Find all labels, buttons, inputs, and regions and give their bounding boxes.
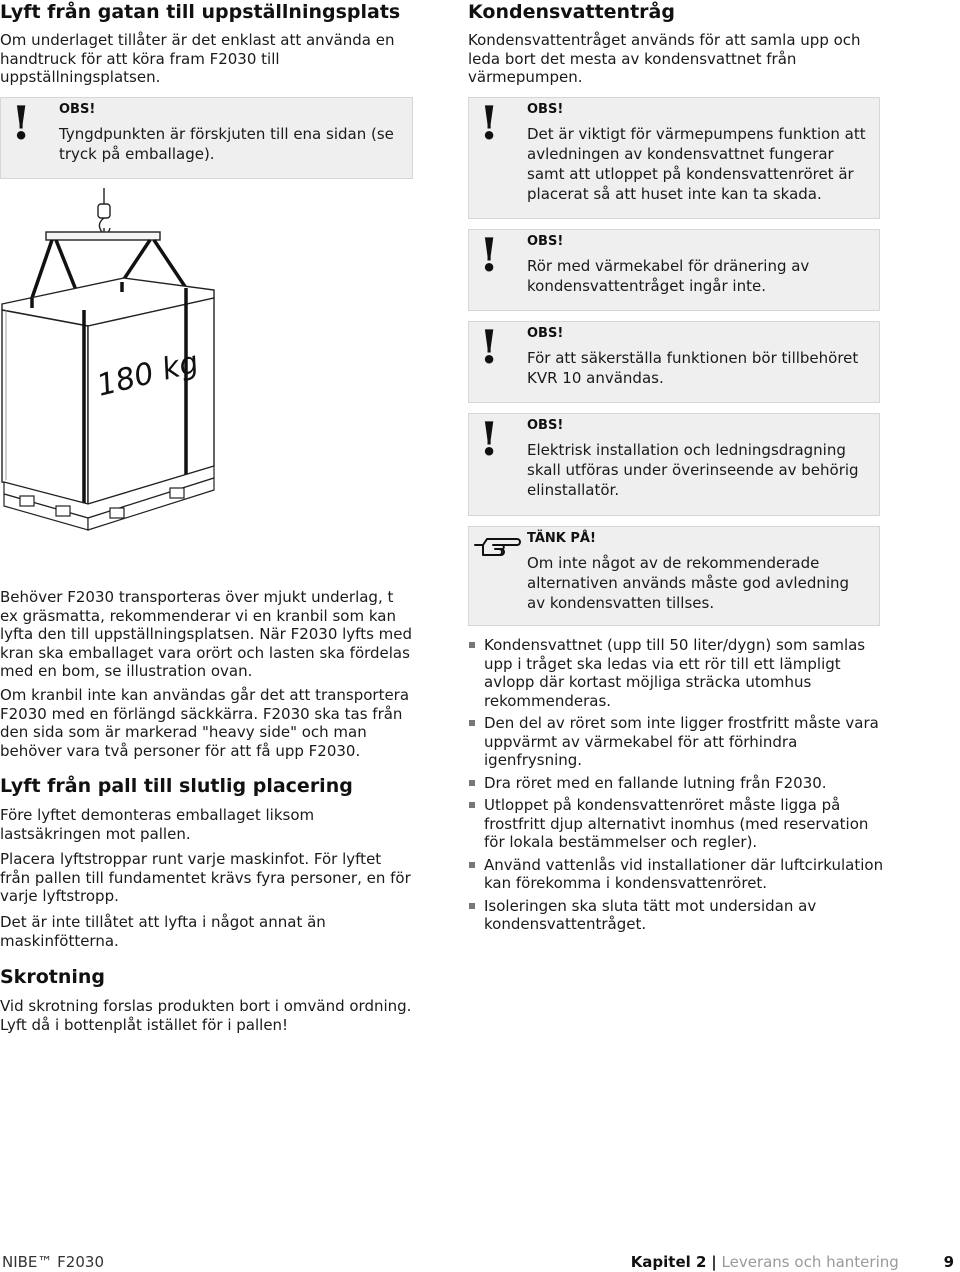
bullet-square-icon bbox=[469, 780, 475, 786]
exclamation-icon: ! bbox=[479, 320, 500, 374]
obs-text: Det är viktigt för värmepumpens funktion att avledningen av kondensvattnet fungerar samt att utloppet på kondensvattenröret är placerat så att huset inte kan ta skada. bbox=[527, 125, 866, 203]
list-item bbox=[468, 897, 888, 934]
intro-paragraph: Om underlaget tillåter är det enklast att använda en handtruck för att köra fram F2030 till uppställningsplatsen. bbox=[0, 31, 395, 86]
tip-text: Om inte något av de rekommenderade alternativen används måste god avledning av kondensvatten tillses. bbox=[527, 554, 850, 612]
obs-note-box bbox=[0, 97, 413, 179]
list-item-text: Utloppet på kondensvattenröret måste ligga på frostfritt djup alternativt inomhus (med reservation för lokala bestämmelser och regler). bbox=[484, 796, 869, 851]
obs-text: Rör med värmekabel för dränering av kondensvattentråget ingår inte. bbox=[527, 257, 810, 295]
bullet-square-icon bbox=[469, 862, 475, 868]
para-hand-truck: Om kranbil inte kan användas går det att transportera F2030 med en förlängd säckkärra. F2030 ska tas från den sida som är markerad "heavy side" och man behöver vara två personer för att få upp F2030. bbox=[0, 686, 410, 760]
bullet-square-icon bbox=[469, 720, 475, 726]
list-item-text: Isoleringen ska sluta tätt mot undersidan av kondensvattentråget. bbox=[484, 896, 817, 933]
list-item-text: Dra röret med en fallande lutning från F2030. bbox=[484, 773, 827, 792]
section-title-condensate: Kondensvattentråg bbox=[468, 1, 675, 23]
list-item bbox=[468, 636, 888, 710]
tip-title: TÄNK PÅ! bbox=[527, 531, 596, 546]
obs-title: OBS! bbox=[527, 418, 564, 433]
exclamation-icon: ! bbox=[11, 96, 32, 150]
list-item bbox=[468, 714, 888, 770]
exclamation-icon: ! bbox=[479, 412, 500, 466]
exclamation-icon: ! bbox=[479, 96, 500, 150]
footer-brand: NIBE™ F2030 bbox=[2, 1253, 104, 1271]
bullet-square-icon bbox=[469, 802, 475, 808]
section-title-lift-street: Lyft från gatan till uppställningsplats bbox=[0, 1, 401, 23]
bullet-square-icon bbox=[469, 642, 475, 648]
obs-note-4 bbox=[468, 413, 880, 516]
obs-title: OBS! bbox=[527, 326, 564, 341]
page-number: 9 bbox=[943, 1253, 954, 1271]
obs-title: OBS! bbox=[527, 102, 564, 117]
obs-title: OBS! bbox=[527, 234, 564, 249]
obs-note-2 bbox=[468, 229, 880, 311]
obs-title: OBS! bbox=[59, 102, 96, 117]
para-straps: Placera lyftstroppar runt varje maskinfot. För lyftet från pallen till fundamentet krävs fyra personer, en för varje lyftstropp. bbox=[0, 850, 411, 905]
para-feet: Det är inte tillåtet att lyfta i något annat än maskinfötterna. bbox=[0, 913, 326, 950]
list-item-text: Använd vattenlås vid installationer där luftcirkulation kan förekomma i kondensvattenröret. bbox=[484, 855, 884, 892]
obs-text: Tyngdpunkten är förskjuten till ena sidan (se tryck på emballage). bbox=[59, 125, 394, 163]
para-dismantle: Före lyftet demonteras emballaget liksom lastsäkringen mot pallen. bbox=[0, 806, 315, 843]
instruction-list bbox=[468, 636, 888, 938]
footer-separator: | bbox=[711, 1253, 717, 1271]
exclamation-icon: ! bbox=[479, 228, 500, 282]
condensate-intro: Kondensvattentråget används för att samla upp och leda bort det mesta av kondensvattnet från värmepumpen. bbox=[468, 31, 861, 86]
crane-lift-illustration bbox=[0, 186, 230, 532]
tip-box bbox=[468, 526, 880, 626]
list-item-text: Den del av röret som inte ligger frostfritt måste vara uppvärmt av värmekabel för att förhindra igenfrysning. bbox=[484, 714, 879, 769]
para-crane: Behöver F2030 transporteras över mjukt underlag, t ex gräsmatta, rekommenderar vi en kranbil som kan lyfta den till uppställningsplatsen. När F2030 lyfts med kran ska emballaget vara orört och lasten ska fördelas med en bom, se illustration ovan. bbox=[0, 588, 413, 680]
para-scrapping: Vid skrotning forslas produkten bort i omvänd ordning. Lyft då i bottenplåt istället för i pallen! bbox=[0, 997, 412, 1034]
section-title-lift-pallet: Lyft från pall till slutlig placering bbox=[0, 775, 353, 797]
obs-text: Elektrisk installation och ledningsdragning skall utföras under överinseende av behörig elinstallatör. bbox=[527, 441, 859, 499]
list-item-text: Kondensvattnet (upp till 50 liter/dygn) som samlas upp i tråget ska ledas via ett rör till ett lämpligt avlopp där kortast möjliga sträcka utomhus rekommenderas. bbox=[484, 636, 866, 710]
pointing-hand-icon bbox=[471, 527, 525, 561]
footer-chapter-label: Kapitel 2 bbox=[630, 1253, 707, 1271]
obs-note-3 bbox=[468, 321, 880, 403]
footer-chapter bbox=[631, 1252, 954, 1272]
obs-text: För att säkerställa funktionen bör tillbehöret KVR 10 användas. bbox=[527, 349, 859, 387]
weight-label: 180 kg bbox=[93, 344, 203, 404]
list-item bbox=[468, 774, 888, 793]
list-item bbox=[468, 856, 888, 893]
section-title-scrapping: Skrotning bbox=[0, 966, 105, 988]
list-item bbox=[468, 796, 888, 852]
obs-note-1 bbox=[468, 97, 880, 219]
bullet-square-icon bbox=[469, 903, 475, 909]
footer-section: Leverans och hantering bbox=[721, 1253, 899, 1271]
